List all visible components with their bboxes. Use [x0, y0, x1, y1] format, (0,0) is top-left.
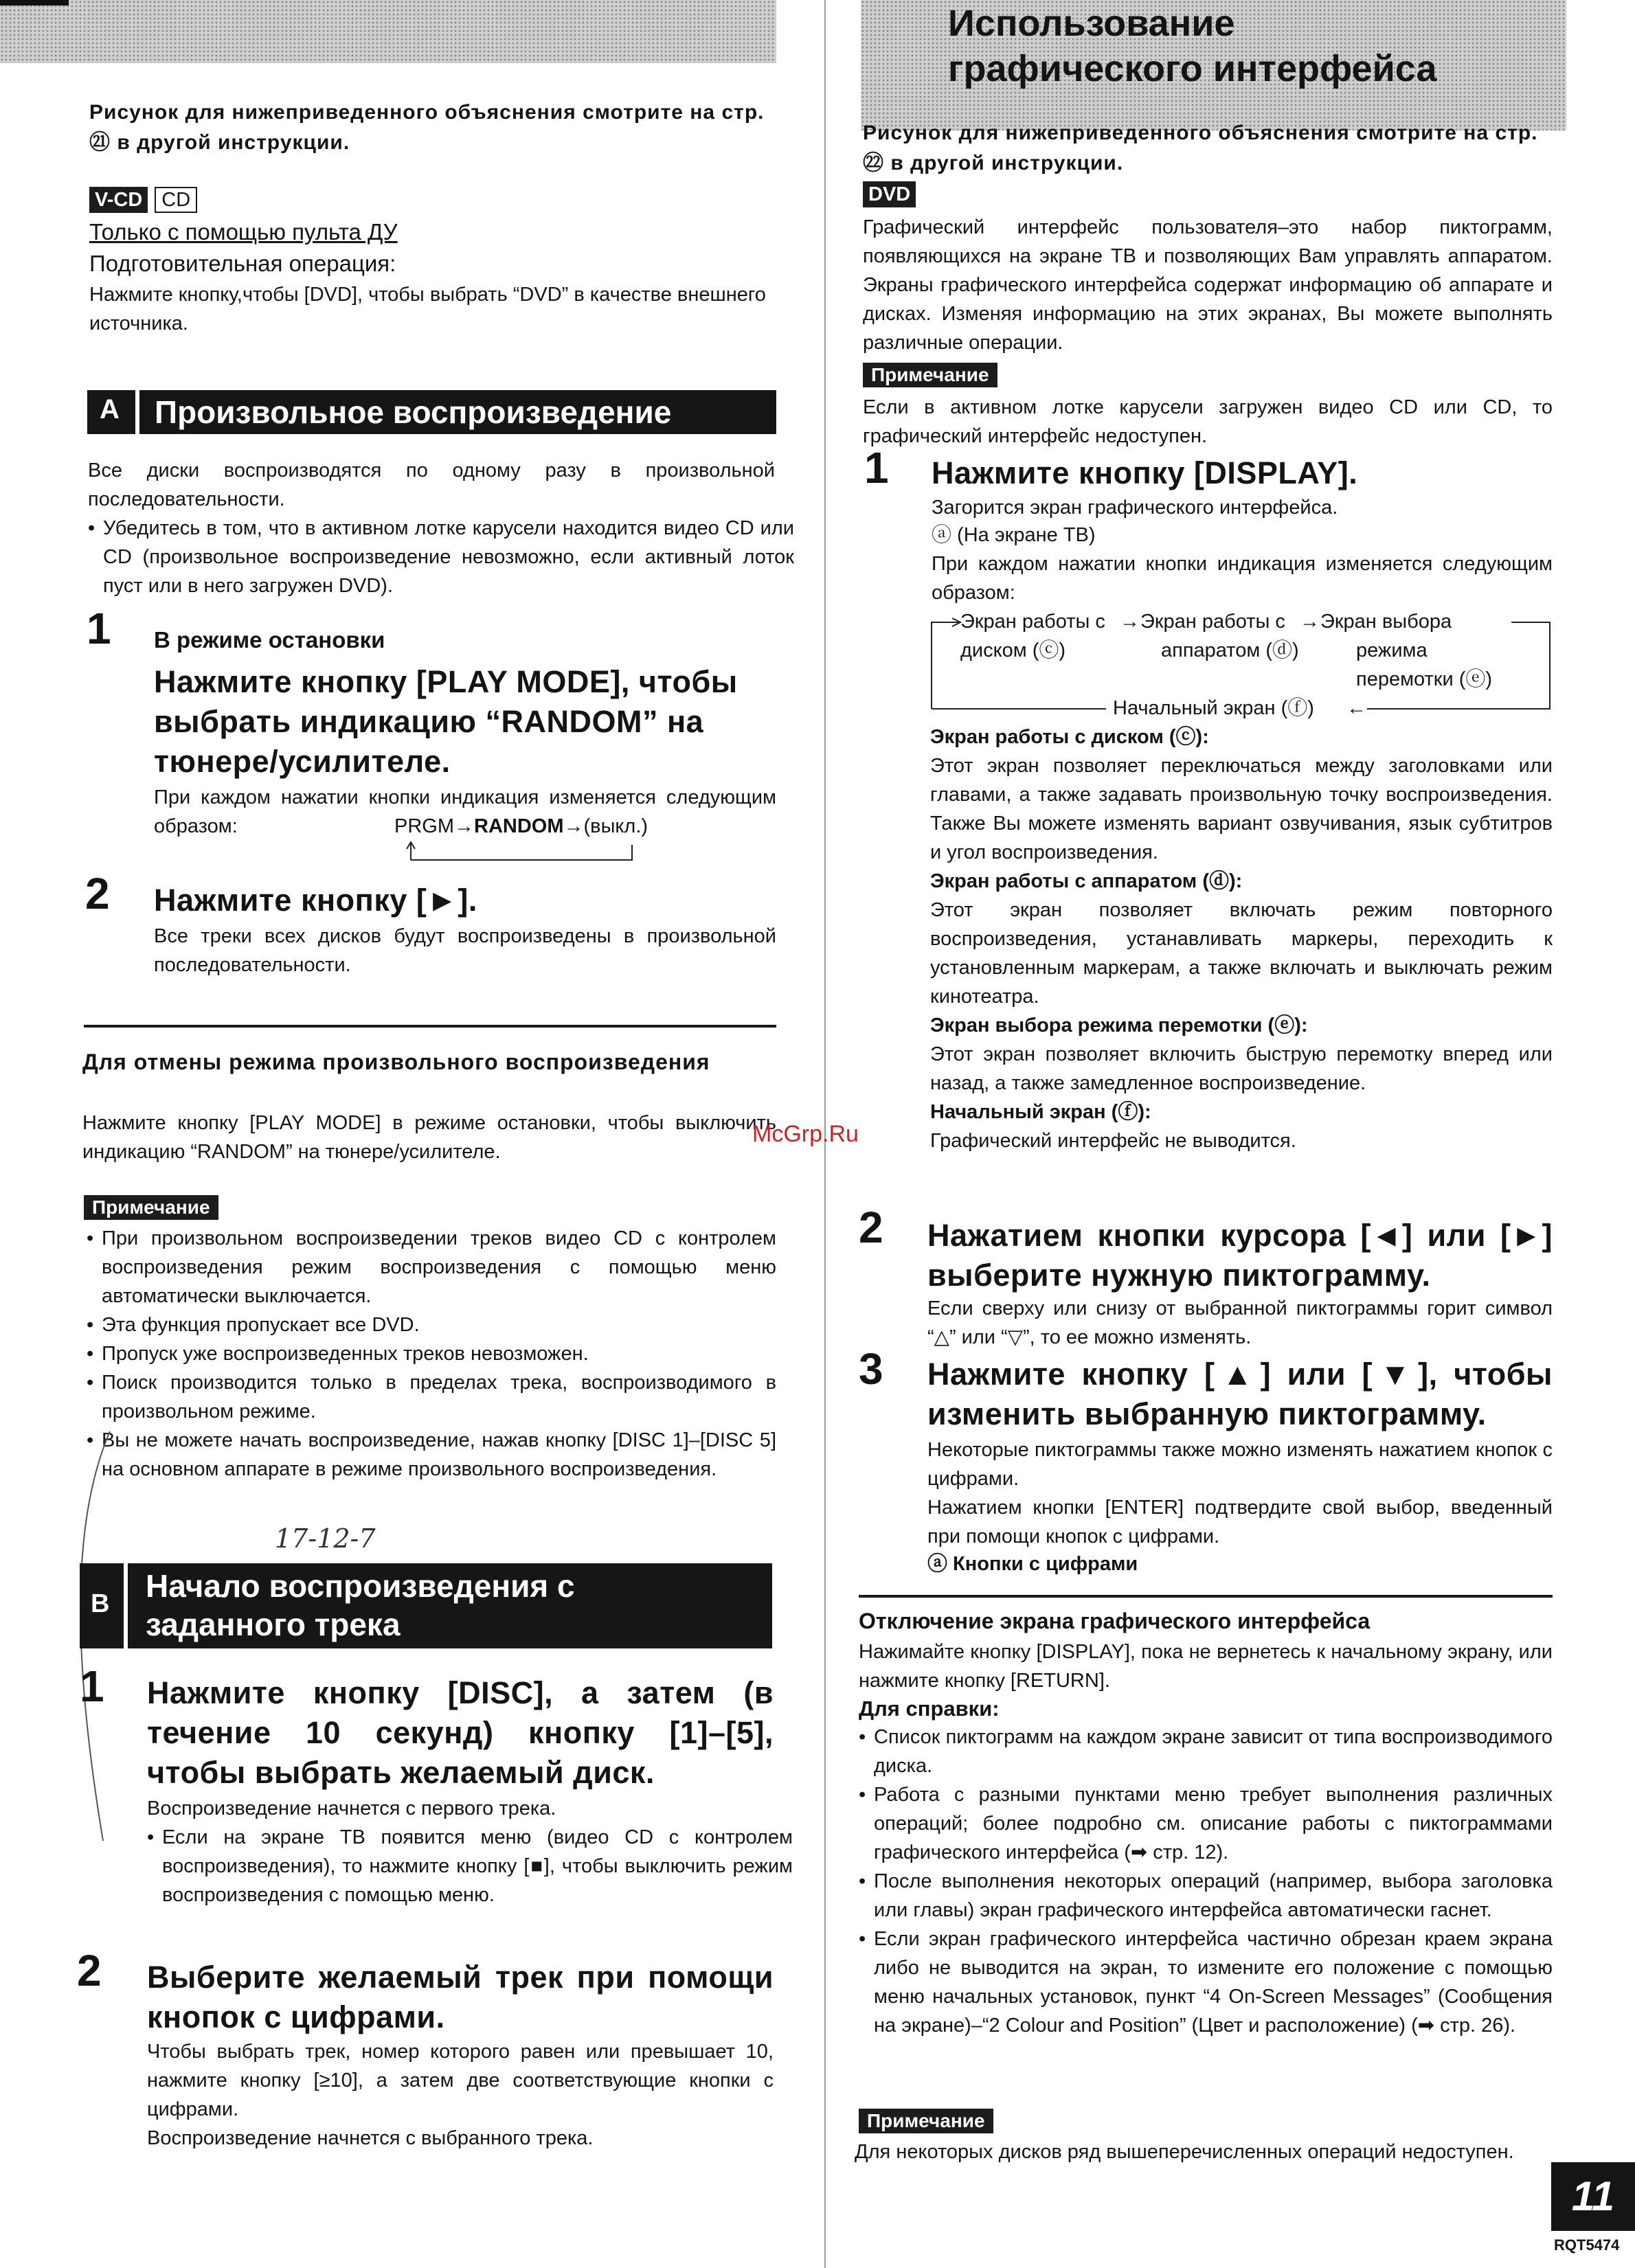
seq-random: RANDOM — [474, 815, 564, 837]
off-text: Нажимайте кнопку [DISPLAY], пока не вернетесь к начальному экрану, или нажмите кнопку [RETURN]. — [859, 1641, 1553, 1692]
screen-rewind-title: Экран выбора режима перемотки (ⓔ): — [930, 1014, 1308, 1036]
b-step1-num: 1 — [80, 1662, 104, 1711]
right-ref-note: Рисунок для нижеприведенного объяснения смотрите на стр. ㉒ в другой инструкции. — [863, 122, 1538, 174]
screen-device-title: Экран работы с аппаратом (ⓓ): — [930, 870, 1243, 892]
flow-b1: Экран работы с — [1140, 611, 1285, 633]
note-item: • Вы не можете начать воспроизведение, нажав кнопку [DISC 1]–[DISC 5] на основном аппарате в режиме произвольного воспроизведения. — [87, 1429, 776, 1480]
section-a-divider — [135, 390, 139, 434]
right-note-label-wrap — [863, 363, 997, 387]
a-step1-text: При каждом нажатии кнопки индикация изменяется следующим образом: — [154, 786, 776, 837]
screen-initial-text: Графический интерфейс не выводится. — [930, 1130, 1296, 1152]
a-step2-text: Все треки всех дисков будут воспроизведены в произвольной последовательности. — [154, 925, 776, 976]
seq-off: (выкл.) — [583, 815, 649, 837]
note-item: • При произвольном воспроизведении треков видео CD с контролем воспроизведения режим воспроизведения с помощью меню автоматически выключается. — [87, 1227, 776, 1307]
flow-c3: перемотки (ⓔ) — [1356, 668, 1493, 690]
r-step2-text: Если сверху или снизу от выбранной пиктограммы горит символ “△” или “▽”, то ее можно изменять. — [927, 1297, 1553, 1348]
b-step2-text2: Воспроизведение начнется с выбранного трека. — [147, 2127, 594, 2149]
a-step1-sequence — [394, 812, 648, 841]
flow-a1: Экран работы с — [960, 611, 1105, 633]
r-step2-head: Нажатием кнопки курсора [◄] или [►] выберите нужную пиктограмму. — [927, 1218, 1553, 1293]
dvd-tag: DVD — [863, 181, 916, 207]
seq-prgm: PRGM — [394, 815, 454, 837]
section-a-bullet: • Убедитесь в том, что в активном лотке карусели находится видео CD или CD (произвольное воспроизведение невозможно, если активный лоток пуст или в него загружен DVD). — [88, 517, 794, 597]
r-step3-num: 3 — [859, 1344, 883, 1394]
prep-text: Нажмите кнопку,чтобы [DVD], чтобы выбрать “DVD” в качестве внешнего источника. — [89, 284, 766, 334]
a-step1-num: 1 — [87, 604, 111, 653]
right-note-text: Если в активном лотке карусели загружен видео CD или CD, то графический интерфейс недоступен. — [863, 396, 1553, 447]
top-band-left — [0, 0, 776, 63]
section-b-title-line1: Начало воспроизведения с — [146, 1568, 575, 1604]
flow-d: Начальный экран (ⓕ) — [1113, 697, 1314, 719]
a-step2-num: 2 — [85, 869, 110, 918]
section-a-intro: Все диски воспроизводятся по одному разу в произвольной последовательности. — [88, 460, 775, 510]
screens-list — [930, 723, 1553, 1155]
doc-code: RQT5474 — [1554, 2236, 1620, 2254]
left-divider-1 — [84, 1025, 776, 1028]
page-number: 11 — [1551, 2162, 1635, 2231]
b-step1-bullet: • Если на экране ТВ появится меню (видео CD с контролем воспроизведения), то нажмите кнопку [■], чтобы выключить режим воспроизведения с помощью меню. — [147, 1826, 793, 1906]
page-title-line2: графического интерфейса — [948, 48, 1437, 89]
flow-arrow-back: ← — [1346, 697, 1366, 719]
r-step1-num: 1 — [864, 443, 889, 492]
screen-disc-text: Этот экран позволяет переключаться между заголовками или главами, а также задавать произвольную точку воспроизведения. Также Вы можете изменять вариант озвучивания, язык субтитров и угол воспроизведения. — [930, 755, 1553, 863]
section-a-note-label-wrap — [84, 1195, 218, 1220]
a-step2-head: Нажмите кнопку [►]. — [154, 883, 477, 918]
r-step3-text1: Некоторые пиктограммы также можно изменять нажатием кнопок с цифрами. — [927, 1439, 1553, 1490]
handwritten-note: 17-12-7 — [275, 1523, 376, 1554]
vcd-tag: V-CD — [89, 187, 148, 213]
corner-mark — [0, 0, 69, 5]
ref-bullets — [855, 1723, 1553, 2040]
off-title: Отключение экрана графического интерфейса — [859, 1609, 1371, 1633]
r-step1-head: Нажмите кнопку [DISPLAY]. — [932, 455, 1358, 490]
note-item: • Пропуск уже воспроизведенных треков невозможен. — [87, 1343, 589, 1365]
r-step1-text2: ⓐ (На экране ТВ) — [932, 524, 1096, 546]
right-note2-label-wrap — [859, 2109, 993, 2133]
a-step1-loop-arrow — [405, 839, 639, 863]
page-title-line1: Использование — [948, 3, 1235, 44]
r-step3-text3: ⓐ Кнопки с цифрами — [927, 1553, 1138, 1575]
flow-c1: Экран выбора — [1320, 611, 1452, 633]
section-b-letter: B — [91, 1589, 110, 1618]
section-b-title-line2: заданного трека — [146, 1607, 401, 1642]
cancel-text: Нажмите кнопку [PLAY MODE] в режиме остановки, чтобы выключить индикацию “RANDOM” на тюнере/усилителе. — [82, 1112, 776, 1163]
b-step2-head: Выберите желаемый трек при помощи кнопок с цифрами. — [147, 1960, 774, 2034]
watermark: McGrp.Ru — [752, 1121, 859, 1147]
right-note-label: Примечание — [863, 363, 997, 387]
note-item: • Эта функция пропускает все DVD. — [87, 1314, 420, 1336]
screen-disc-title: Экран работы с диском (ⓒ): — [930, 726, 1209, 748]
b-step2-num: 2 — [77, 1946, 102, 1995]
right-note2-label: Примечание — [859, 2109, 993, 2133]
cancel-title: Для отмены режима произвольного воспроизведения — [82, 1050, 710, 1074]
b-step2-text: Чтобы выбрать трек, номер которого равен или превышает 10, нажмите кнопку [≥10], а затем две соответствующие кнопки с цифрами. — [147, 2041, 774, 2120]
flow-b2: аппаратом (ⓓ) — [1161, 639, 1299, 661]
dvd-tag-wrap — [863, 181, 916, 207]
flow-a2: диском (ⓒ) — [960, 639, 1066, 661]
section-a-bar — [87, 390, 776, 434]
screen-initial-title: Начальный экран (ⓕ): — [930, 1101, 1151, 1123]
r-step1-text3: При каждом нажатии кнопки индикация изменяется следующим образом: — [932, 553, 1553, 604]
r-step3-text2: Нажатием кнопки [ENTER] подтвердите свой выбор, введенный при помощи кнопок с цифрами. — [927, 1497, 1553, 1547]
ref-item: • Работа с разными пунктами меню требует выполнения различных операций; более подробно см. описание работы с пиктограммами графического интерфейса (➡ стр. 12). — [859, 1784, 1553, 1863]
left-ref-note: Рисунок для нижеприведенного объяснения смотрите на стр. ㉑ в другой инструкции. — [89, 101, 765, 154]
ref-item: • Список пиктограмм на каждом экране зависит от типа воспроизводимого диска. — [859, 1726, 1553, 1777]
section-b-bar — [80, 1563, 772, 1648]
right-intro: Графический интерфейс пользователя–это набор пиктограмм, появляющихся на экране ТВ и позволяющих Вам управлять аппаратом. Экраны графического интерфейса содержат информацию об аппарате и дисках. Изменяя информацию на этих экранах, Вы можете выполнять различные операции. — [863, 216, 1553, 354]
flow-c2: режима — [1356, 639, 1428, 661]
r-step3-head: Нажмите кнопку [▲] или [▼], чтобы изменить выбранную пиктограмму. — [927, 1357, 1553, 1431]
section-b-divider — [124, 1563, 128, 1648]
r-step1-text1: Загорится экран графического интерфейса. — [932, 497, 1338, 519]
flow-arrow-2: → — [1300, 611, 1320, 633]
screen-rewind-text: Этот экран позволяет включить быструю перемотку вперед или назад, а также замедленное воспроизведение. — [930, 1043, 1553, 1094]
prep-title: Подготовительная операция: — [89, 251, 396, 276]
seq-arrow-1: → — [454, 815, 474, 837]
seq-arrow-2: → — [563, 815, 584, 837]
a-step1-sub: В режиме остановки — [154, 627, 385, 653]
note-item: • Поиск производится только в пределах трека, воспроизводимого в произвольном режиме. — [87, 1372, 776, 1422]
section-a-notes — [82, 1224, 776, 1484]
left-disc-tags — [89, 187, 197, 213]
ref-item: • Если экран графического интерфейса частично обрезан краем экрана либо не выводится на экран, то измените его положение с помощью меню начальных установок, пункт “4 On-Screen Messages” (Сообщения на экране)–“2 Colour and Position” (Цвет и расположение) (➡ стр. 26). — [859, 1928, 1553, 2037]
ref-title: Для справки: — [859, 1697, 1000, 1721]
right-divider-1 — [859, 1595, 1553, 1598]
cd-tag: CD — [155, 187, 197, 213]
a-step1-head: Нажмите кнопку [PLAY MODE], чтобы выбрать индикацию “RANDOM” на тюнере/усилителе. — [154, 664, 738, 779]
section-a-note-label: Примечание — [84, 1195, 218, 1220]
b-step1-head: Нажмите кнопку [DISC], а затем (в течение 10 секунд) кнопку [1]–[5], чтобы выбрать желаемый диск. — [147, 1675, 774, 1790]
section-a-letter: A — [100, 394, 120, 424]
remote-only: Только с помощью пульта ДУ — [89, 219, 398, 245]
right-note2-text: Для некоторых дисков ряд вышеперечисленных операций недоступен. — [855, 2141, 1514, 2163]
r-step2-num: 2 — [859, 1203, 883, 1252]
ref-item: • После выполнения некоторых операций (например, выбора заголовка или главы) экран графического интерфейса автоматически гаснет. — [859, 1870, 1553, 1921]
screen-device-text: Этот экран позволяет включать режим повторного воспроизведения, устанавливать маркеры, переходить к установленным маркерам, а также включать и выключать режим кинотеатра. — [930, 899, 1553, 1008]
b-step1-text: Воспроизведение начнется с первого трека. — [147, 1798, 556, 1819]
flow-arrow-1: → — [1120, 611, 1140, 633]
flow-loop-lines — [927, 613, 1559, 716]
section-a-title: Произвольное воспроизведение — [155, 394, 672, 430]
